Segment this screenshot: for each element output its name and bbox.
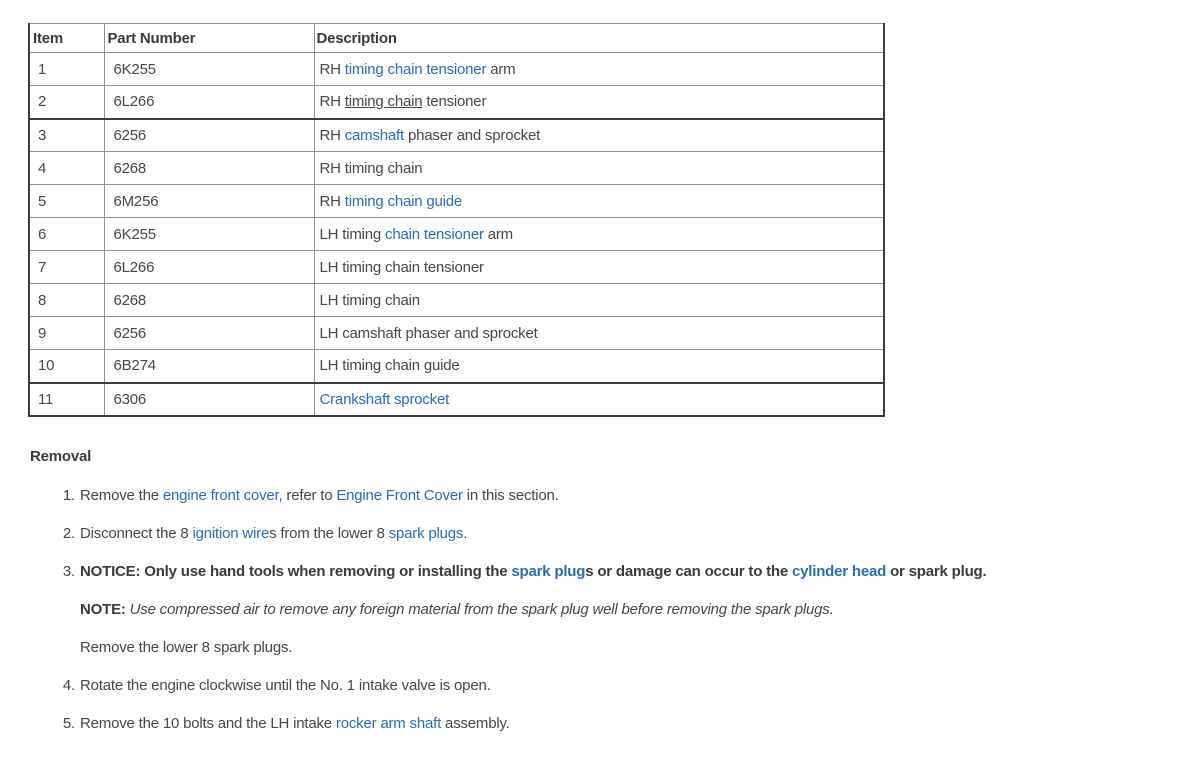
text-segment: LH timing chain (319, 291, 420, 309)
removal-step-1 (62, 487, 1195, 504)
text-segment: Rotate the engine clockwise until the No. 1 intake valve is open. (80, 676, 491, 694)
text-segment: Remove the (80, 486, 163, 504)
text-segment: NOTE: (80, 600, 130, 618)
description-cell (314, 383, 884, 416)
link-timing-chain-tensioner[interactable]: timing chain tensioner (344, 60, 487, 78)
removal-step-4 (62, 677, 1195, 694)
description-cell (314, 152, 884, 185)
text-segment: LH camshaft phaser and sprocket (319, 324, 538, 342)
column-header-part-number: Part Number (104, 24, 314, 53)
item-cell: 10 (29, 350, 104, 383)
description-cell (314, 185, 884, 218)
item-cell: 11 (29, 383, 104, 416)
step-number: 3. (62, 562, 75, 580)
step-number: 5. (62, 714, 75, 732)
item-cell: 8 (29, 284, 104, 317)
text-segment: Use compressed air to remove any foreign material from the spark plug well before removing the spark plugs. (129, 600, 834, 618)
step-paragraph (80, 601, 1195, 618)
text-segment: in this section. (462, 486, 559, 504)
link-spark-plugs[interactable]: spark plugs (388, 524, 464, 542)
step-body (80, 525, 1195, 542)
parts-row-10 (29, 350, 884, 383)
parts-row-3 (29, 119, 884, 152)
step-paragraph (80, 563, 1195, 580)
parts-table (28, 23, 885, 417)
link-rocker-arm-shaft[interactable]: rocker arm shaft (335, 714, 442, 732)
column-header-description: Description (314, 24, 884, 53)
link-chain-tensioner[interactable]: chain tensioner (385, 225, 484, 243)
part-number-cell: 6268 (104, 152, 314, 185)
link-cylinder-head[interactable]: cylinder head (792, 562, 887, 580)
removal-heading: Removal (30, 447, 92, 465)
column-header-item: Item (29, 24, 104, 53)
step-paragraph (80, 677, 1195, 694)
link-crankshaft-sprocket[interactable]: Crankshaft sprocket (319, 390, 450, 408)
step-paragraph (80, 639, 1195, 656)
part-number-cell: 6306 (104, 383, 314, 416)
text-segment: s or damage can occur to the (585, 562, 792, 580)
text-segment: tensioner (422, 93, 487, 111)
text-segment: phaser and sprocket (404, 126, 541, 144)
parts-row-8 (29, 284, 884, 317)
description-cell (314, 317, 884, 350)
text-segment: RH (319, 126, 345, 144)
step-body (80, 715, 1195, 732)
link-timing-chain[interactable]: timing chain (344, 93, 423, 111)
link-engine-front-cover[interactable]: Engine Front Cover (336, 486, 463, 504)
part-number-cell: 6K255 (104, 53, 314, 86)
text-segment: , refer to (278, 486, 337, 504)
description-cell (314, 218, 884, 251)
text-segment: . (463, 524, 468, 542)
link-engine-front-cover[interactable]: engine front cover (162, 486, 279, 504)
step-paragraph (80, 715, 1195, 732)
service-manual-page (0, 23, 1195, 772)
text-segment: assembly. (441, 714, 510, 732)
removal-steps (62, 487, 1195, 732)
item-cell: 2 (29, 86, 104, 119)
step-number: 1. (62, 486, 75, 504)
text-segment: RH (319, 93, 345, 111)
part-number-cell: 6K255 (104, 218, 314, 251)
removal-step-2 (62, 525, 1195, 542)
step-body (80, 677, 1195, 694)
text-segment: arm (483, 225, 513, 243)
parts-row-2 (29, 86, 884, 119)
text-segment: arm (486, 60, 516, 78)
item-cell: 9 (29, 317, 104, 350)
parts-row-1 (29, 53, 884, 86)
part-number-cell: 6L266 (104, 251, 314, 284)
part-number-cell: 6256 (104, 317, 314, 350)
link-spark-plug[interactable]: spark plug (511, 562, 586, 580)
text-segment: Remove the lower 8 spark plugs. (80, 638, 293, 656)
removal-step-3 (62, 563, 1195, 656)
parts-row-9 (29, 317, 884, 350)
text-segment: NOTICE: Only use hand tools when removing or installing the (80, 562, 512, 580)
text-segment: Disconnect the 8 (80, 524, 193, 542)
parts-row-6 (29, 218, 884, 251)
item-cell: 7 (29, 251, 104, 284)
description-cell (314, 86, 884, 119)
step-paragraph (80, 525, 1195, 542)
text-segment: LH timing chain guide (319, 357, 460, 375)
part-number-cell: 6B274 (104, 350, 314, 383)
description-cell (314, 119, 884, 152)
item-cell: 1 (29, 53, 104, 86)
text-segment: RH (319, 192, 345, 210)
text-segment: LH timing chain tensioner (319, 258, 484, 276)
part-number-cell: 6268 (104, 284, 314, 317)
text-segment: Remove the 10 bolts and the LH intake (80, 714, 336, 732)
item-cell: 6 (29, 218, 104, 251)
step-number: 4. (62, 676, 75, 694)
parts-row-7 (29, 251, 884, 284)
item-cell: 4 (29, 152, 104, 185)
text-segment: LH timing (319, 225, 386, 243)
description-cell (314, 251, 884, 284)
text-segment: s from the lower 8 (269, 524, 389, 542)
parts-table-container (28, 23, 1195, 417)
step-paragraph (80, 487, 1195, 504)
step-body (80, 487, 1195, 504)
removal-section (0, 448, 1195, 732)
description-cell (314, 284, 884, 317)
text-segment: or spark plug. (886, 562, 987, 580)
removal-step-5 (62, 715, 1195, 732)
part-number-cell: 6L266 (104, 86, 314, 119)
link-camshaft[interactable]: camshaft (344, 126, 404, 144)
part-number-cell: 6M256 (104, 185, 314, 218)
parts-row-11 (29, 383, 884, 416)
text-segment: RH (319, 60, 345, 78)
description-cell (314, 350, 884, 383)
description-cell (314, 53, 884, 86)
step-number: 2. (62, 524, 75, 542)
parts-row-5 (29, 185, 884, 218)
part-number-cell: 6256 (104, 119, 314, 152)
item-cell: 3 (29, 119, 104, 152)
step-body (80, 563, 1195, 656)
item-cell: 5 (29, 185, 104, 218)
parts-row-4 (29, 152, 884, 185)
text-segment: RH timing chain (319, 159, 423, 177)
link-ignition-wire[interactable]: ignition wire (192, 524, 270, 542)
parts-table-header-row (29, 24, 884, 53)
link-timing-chain-guide[interactable]: timing chain guide (344, 192, 463, 210)
